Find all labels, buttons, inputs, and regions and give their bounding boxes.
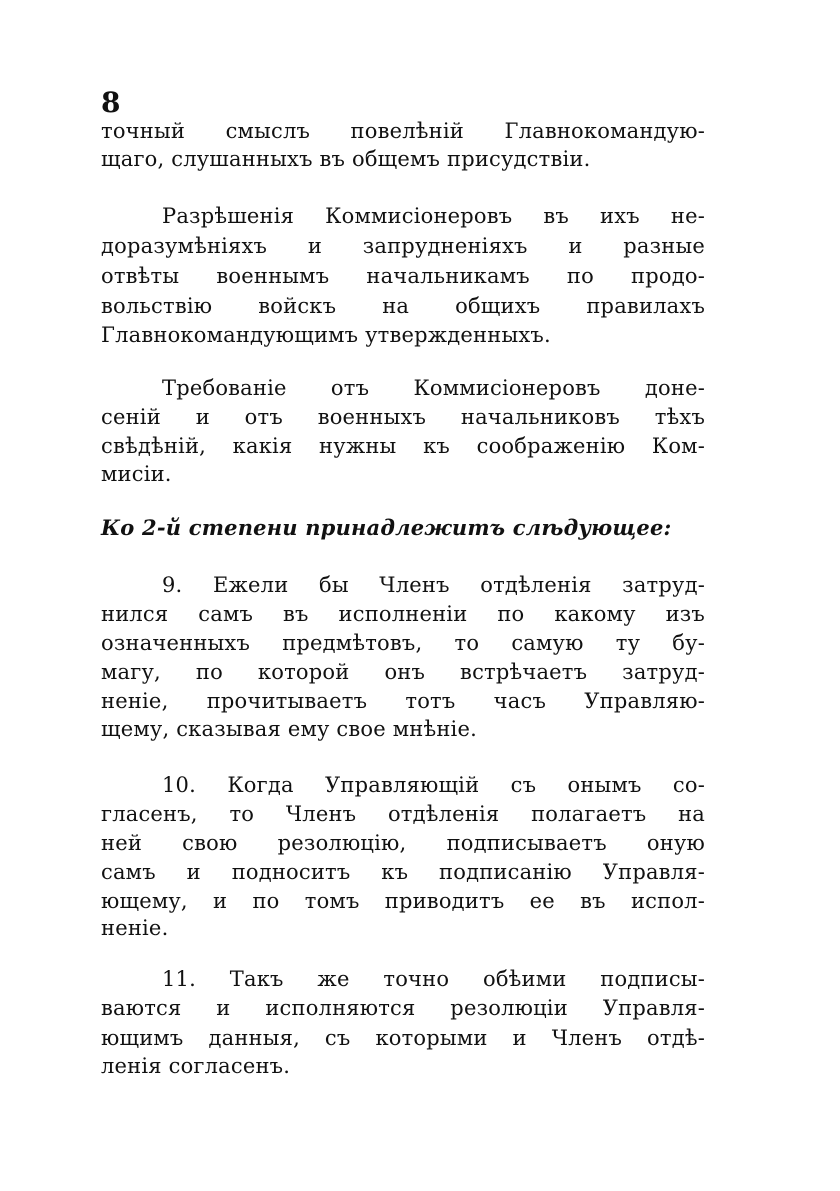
- text-line: вольствію войскъ на общихъ правилахъ: [101, 294, 705, 318]
- text-line: ней свою резолюцію, подписываетъ оную: [101, 831, 705, 855]
- text-line: нился самъ въ исполненіи по какому изъ: [101, 602, 705, 626]
- text-line: ленія согласенъ.: [101, 1054, 291, 1078]
- text-line: неніе, прочитываетъ тотъ часъ Управляю-: [101, 689, 705, 713]
- text-line: означенныхъ предмѣтовъ, то самую ту бу-: [101, 631, 705, 655]
- text-line: 9. Ежели бы Членъ отдѣленія затруд-: [162, 573, 705, 597]
- text-line: неніе.: [101, 916, 169, 940]
- text-line: отвѣты военнымъ начальникамъ по продо-: [101, 264, 705, 288]
- page-number: 8: [101, 86, 121, 119]
- text-line: Требованіе отъ Коммисіонеровъ доне-: [162, 376, 705, 400]
- text-line: самъ и подноситъ къ подписанію Управля-: [101, 860, 705, 884]
- section-heading: Ко 2-й степени принадлежитъ слѣдующее:: [101, 515, 672, 540]
- text-line: магу, по которой онъ встрѣчаетъ затруд-: [101, 660, 705, 684]
- text-line: щему, сказывая ему свое мнѣніе.: [101, 717, 477, 741]
- text-line: точный смыслъ повелѣній Главнокомандую-: [101, 119, 705, 143]
- text-line: доразумѣніяхъ и запрудненіяхъ и разные: [101, 234, 705, 258]
- text-line: щаго, слушанныхъ въ общемъ присудствіи.: [101, 147, 591, 171]
- text-line: Главнокомандующимъ утвержденныхъ.: [101, 323, 551, 347]
- text-line: 11. Такъ же точно обѣими подписы-: [162, 967, 705, 991]
- text-line: гласенъ, то Членъ отдѣленія полагаетъ на: [101, 802, 705, 826]
- text-line: сеній и отъ военныхъ начальниковъ тѣхъ: [101, 405, 705, 429]
- text-line: ющимъ данныя, съ которыми и Членъ отдѣ-: [101, 1026, 705, 1050]
- text-line: ющему, и по томъ приводитъ ее въ испол-: [101, 889, 705, 913]
- text-line: свѣдѣній, какія нужны къ соображенію Ком-: [101, 434, 705, 458]
- text-line: 10. Когда Управляющій съ онымъ со-: [162, 773, 705, 797]
- text-line: Разрѣшенія Коммисіонеровъ въ ихъ не-: [162, 204, 705, 228]
- text-line: ваются и исполняются резолюціи Управля-: [101, 996, 705, 1020]
- text-line: мисіи.: [101, 462, 172, 486]
